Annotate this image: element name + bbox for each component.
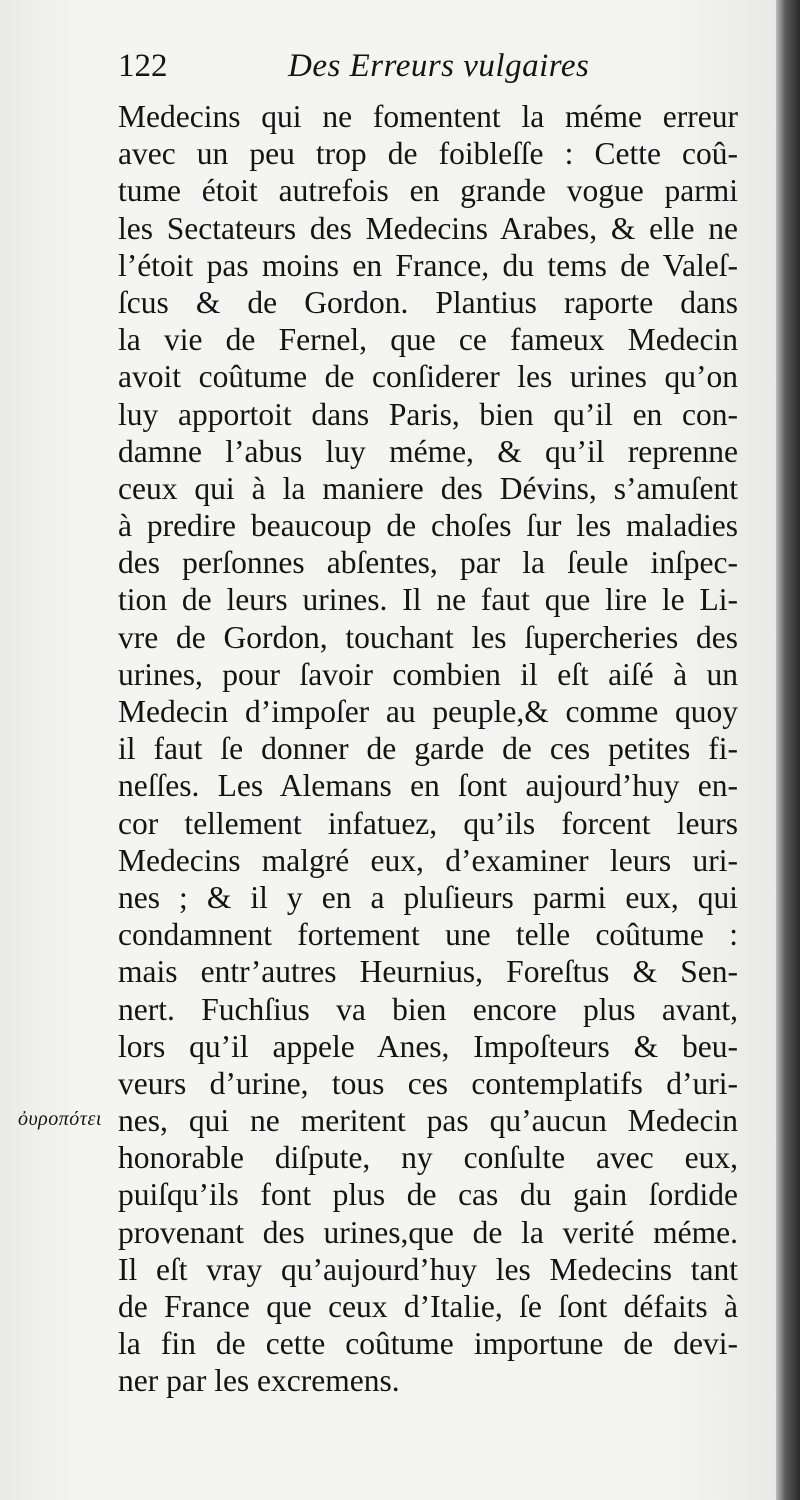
text-line: veurs d’urine, tous ces contemplatifs d’uri- — [118, 1065, 738, 1101]
text-line: il faut ſe donner de garde de ces petites fi- — [118, 731, 738, 767]
text-line: les Sectateurs des Medecins Arabes, & elle ne — [118, 210, 738, 246]
text-line: vre de Gordon, touchant les ſupercheries des — [118, 619, 738, 655]
text-line: des perſonnes abſentes, par la ſeule inſpec- — [118, 545, 738, 581]
text-line: luy apportoit dans Paris, bien qu’il en con- — [118, 396, 738, 432]
text-line: honorable diſpute, ny conſulte avec eux, — [118, 1140, 738, 1176]
running-head — [118, 48, 738, 96]
text-line: nes, qui ne meritent pas qu’aucun Medecin — [118, 1103, 738, 1139]
text-line: avoit coûtume de conſiderer les urines qu’on — [118, 359, 738, 395]
text-line: tume étoit autrefois en grande vogue parmi — [118, 173, 738, 209]
text-line: la fin de cette coûtume importune de devi- — [118, 1326, 738, 1362]
text-line: tion de leurs urines. Il ne faut que lire le Li- — [118, 582, 738, 618]
text-line: nert. Fuchſius va bien encore plus avant, — [118, 991, 738, 1027]
text-line: provenant des urines,que de la verité méme. — [118, 1214, 738, 1250]
text-line: à predire beaucoup de choſes ſur les maladies — [118, 508, 738, 544]
text-line: l’étoit pas moins en France, du tems de Valeſ- — [118, 247, 738, 283]
text-line: Medecins malgré eux, d’examiner leurs uri- — [118, 842, 738, 878]
text-line: lors qu’il appele Anes, Impoſteurs & beu- — [118, 1028, 738, 1064]
text-line: nes ; & il y en a pluſieurs parmi eux, qui — [118, 879, 738, 915]
text-line: Medecin d’impoſer au peuple,& comme quoy — [118, 694, 738, 729]
text-line: ceux qui à la maniere des Dévins, s’amuſent — [118, 470, 738, 506]
page-edge-shadow — [776, 0, 800, 1500]
text-line: ſcus & de Gordon. Plantius raporte dans — [118, 284, 738, 320]
text-line: mais entr’autres Heurnius, Foreſtus & Sen- — [118, 954, 738, 990]
text-line: avec un peu trop de foibleſſe : Cette coû- — [118, 136, 738, 172]
text-line: de France que ceux d’Italie, ſe ſont défaits à — [118, 1289, 738, 1324]
body-text — [118, 98, 738, 1400]
text-line: Medecins qui ne fomentent la méme erreur — [118, 99, 738, 134]
text-line: puiſqu’ils font plus de cas du gain ſordide — [118, 1177, 738, 1213]
text-line: damne l’abus luy méme, & qu’il reprenne — [118, 433, 738, 469]
page-number: 122 — [118, 48, 168, 84]
text-line: neſſes. Les Alemans en ſont aujourd’huy en- — [118, 768, 738, 804]
text-line: Il eſt vray qu’aujourd’huy les Medecins tant — [118, 1251, 738, 1287]
text-line: la vie de Fernel, que ce fameux Medecin — [118, 322, 738, 358]
text-line: ner par les excremens. — [118, 1363, 400, 1399]
running-title: Des Erreurs vulgaires — [288, 48, 590, 84]
margin-note: ὀυροπότει — [18, 1108, 102, 1130]
text-line: cor tellement infatuez, qu’ils forcent leurs — [118, 805, 738, 841]
text-line: urines, pour ſavoir combien il eſt aiſé à un — [118, 656, 738, 692]
text-line: condamnent fortement une telle coûtume : — [118, 917, 738, 953]
